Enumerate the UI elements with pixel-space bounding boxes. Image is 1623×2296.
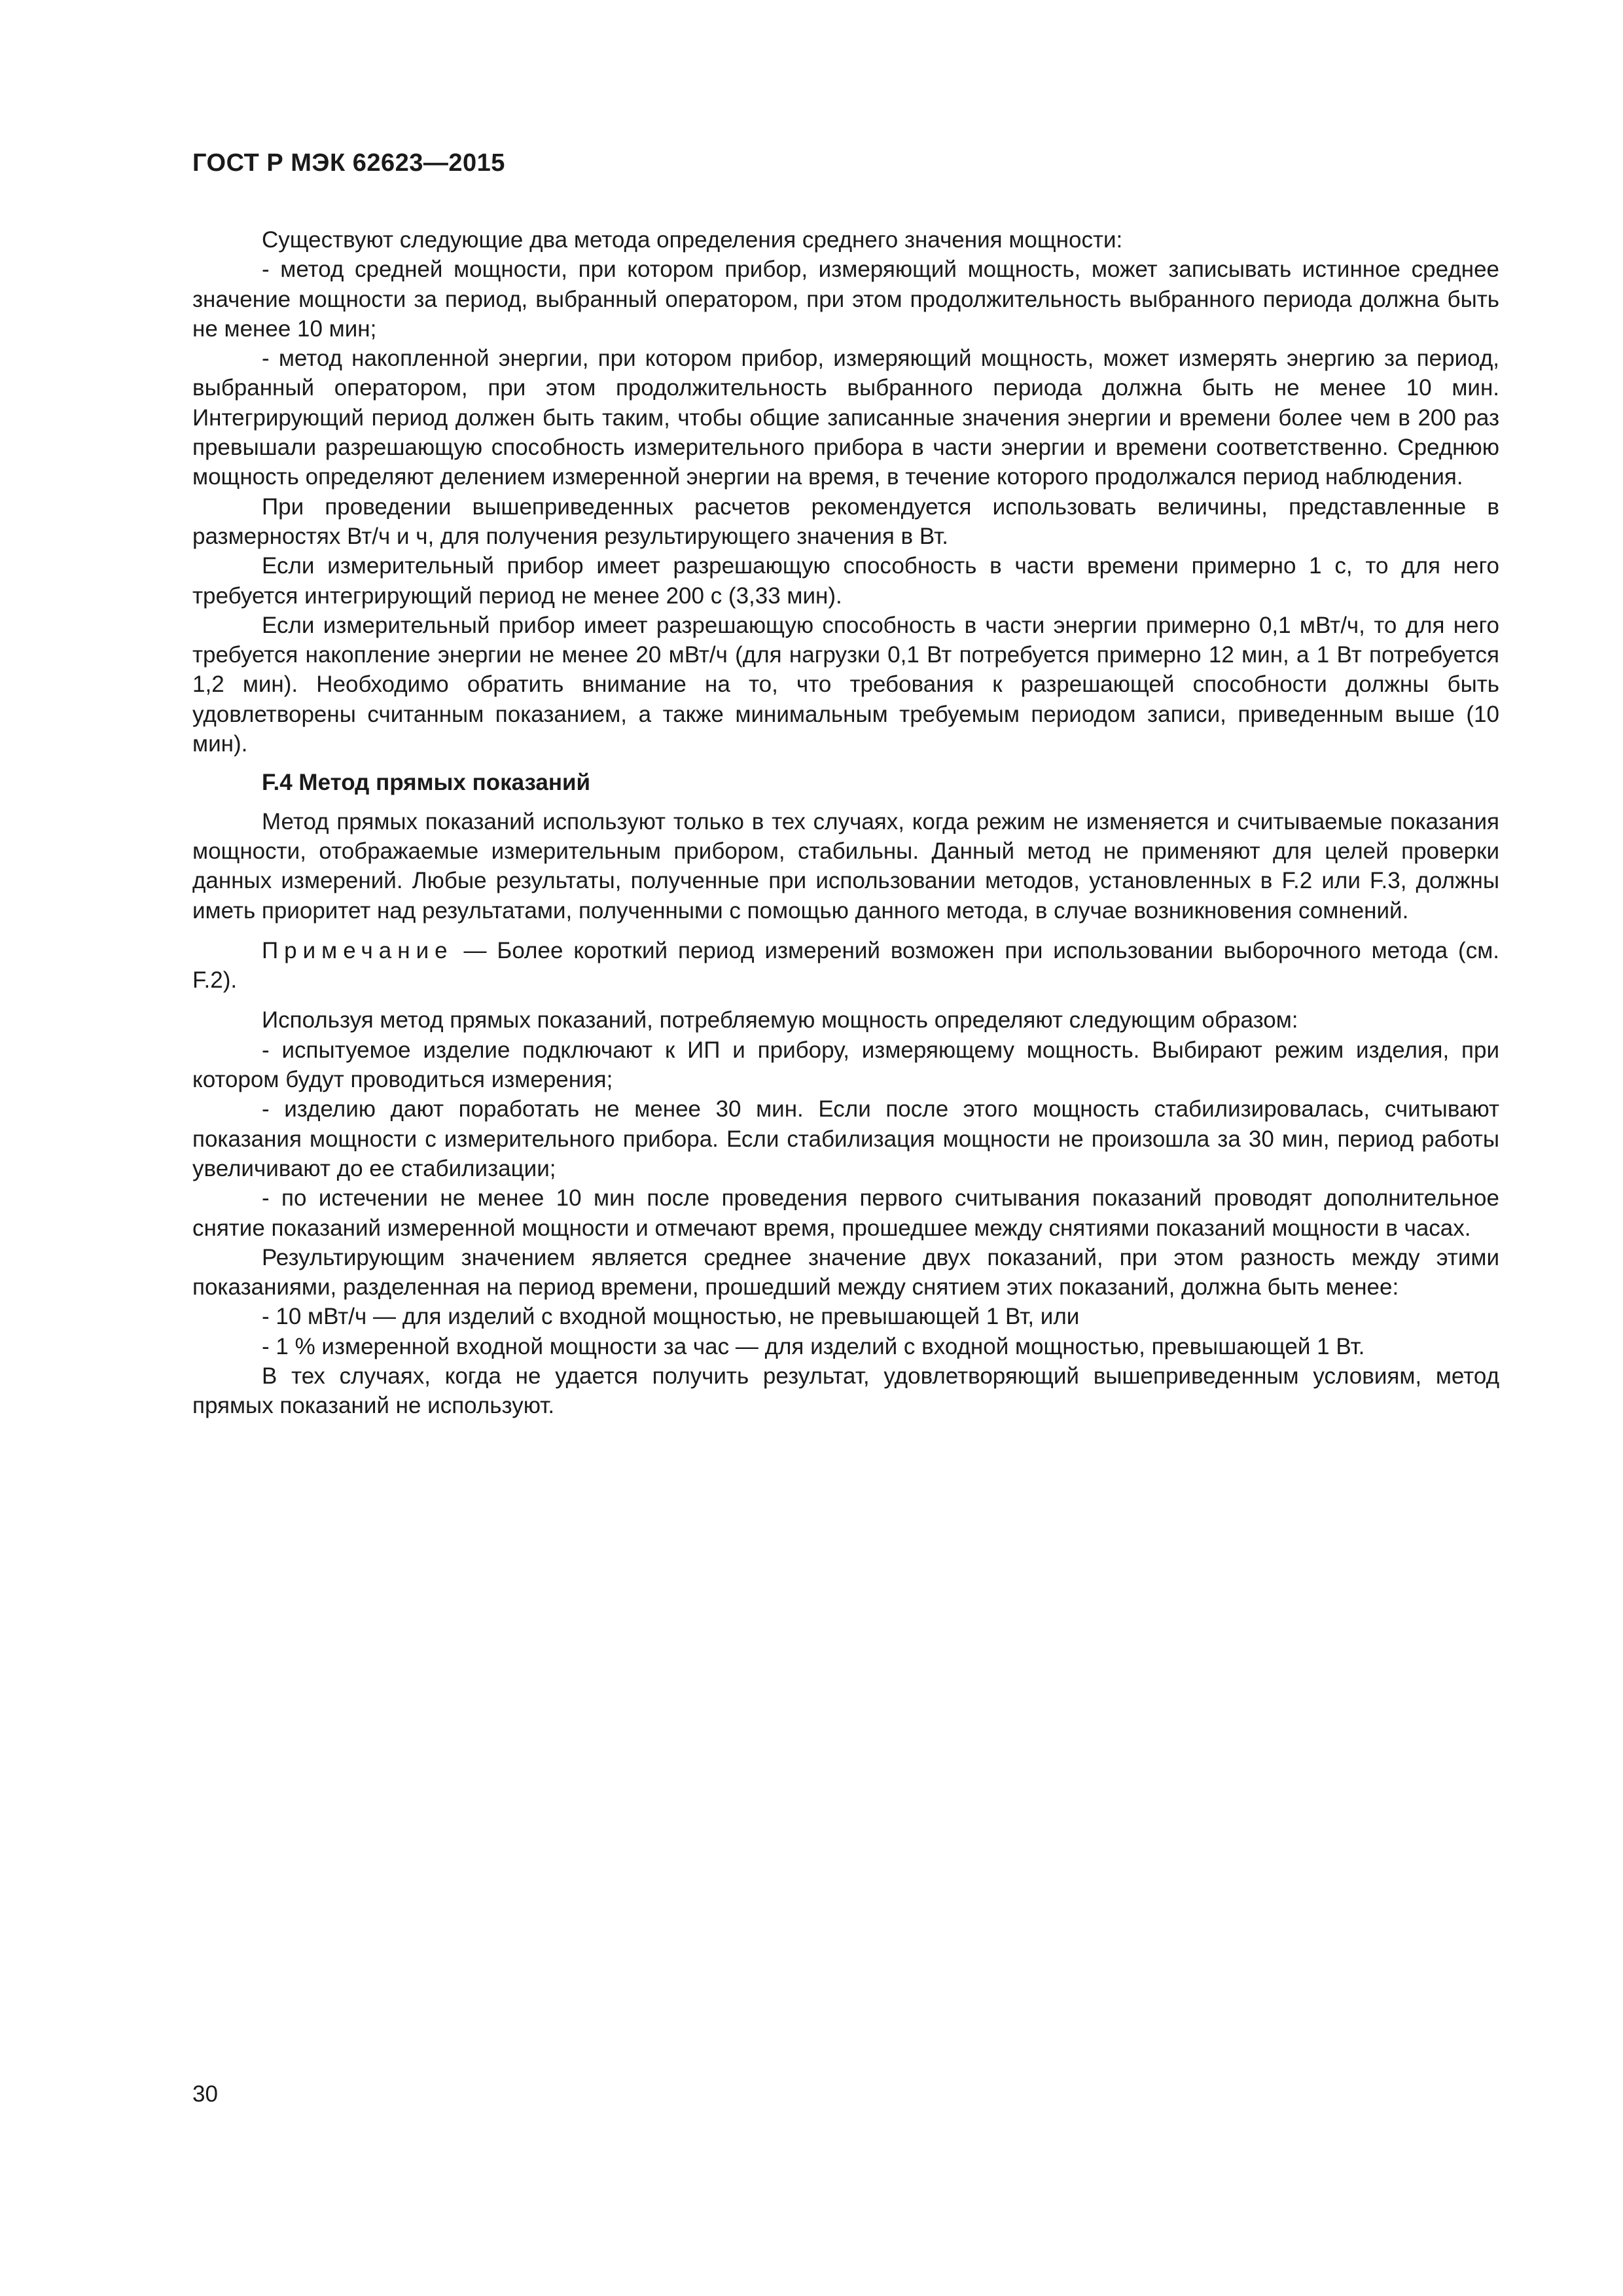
list-item: - метод средней мощности, при котором прибор, измеряющий мощность, может записывать истинное среднее значение мощности за период, выбранный оператором, при этом продолжительность выбранного периода должна быть не менее 10 мин; <box>192 257 1499 342</box>
list-item: - изделию дают поработать не менее 30 мин. Если после этого мощность стабилизировалась, считывают показания мощности с измерительного прибора. Если стабилизация мощности не произошла за 30 мин, период работы увеличивают до ее стабилизации; <box>192 1096 1499 1181</box>
section-heading: F.4 Метод прямых показаний <box>262 770 591 796</box>
paragraph: Результирующим значением является среднее значение двух показаний, при этом разность между этими показаниями, разделенная на период времени, прошедший между снятием этих показаний, должна быть менее: <box>192 1244 1499 1300</box>
list-item: - метод накопленной энергии, при котором прибор, измеряющий мощность, может измерять энергию за период, выбранный оператором, при этом продолжительность выбранного периода должна быть не менее 10 мин. Интегрирующий период должен быть таким, чтобы общие записанные значения энергии и времени более чем в 200 раз превышали разрешающую способность измерительного прибора в части энергии и времени соответственно. Среднюю мощность определяют делением измеренной энергии на время, в течение которого продолжался период наблюдения. <box>192 346 1499 490</box>
note-text: — Более короткий период измерений возможен при использовании выборочного метода (см. F.2). <box>192 937 1499 994</box>
paragraph: Если измерительный прибор имеет разрешающую способность в части времени примерно 1 с, то для него требуется интегрирующий период не менее 200 с (3,33 мин). <box>192 553 1499 609</box>
list-item: - 1 % измеренной входной мощности за час — для изделий с входной мощностью, превышающей 1 Вт. <box>262 1333 1365 1359</box>
list-item: - 10 мВт/ч — для изделий с входной мощностью, не превышающей 1 Вт, или <box>262 1304 1080 1330</box>
paragraph: В тех случаях, когда не удается получить результат, удовлетворяющий вышеприведенным условиям, метод прямых показаний не используют. <box>192 1363 1499 1419</box>
paragraph: При проведении вышеприведенных расчетов рекомендуется использовать величины, представленные в размерностях Вт/ч и ч, для получения результирующего значения в Вт. <box>192 493 1499 549</box>
note <box>192 936 1499 996</box>
paragraph: Метод прямых показаний используют только в тех случаях, когда режим не изменяется и считываемые показания мощности, отображаемые измерительным прибором, стабильны. Данный метод не применяют для целей проверки данных измерений. Любые результаты, полученные при использовании методов, установленных в F.2 или F.3, должны иметь приоритет над результатами, полученными с помощью данного метода, в случае возникновения сомнений. <box>192 808 1499 924</box>
list-item: - по истечении не менее 10 мин после проведения первого считывания показаний проводят дополнительное снятие показаний измеренной мощности и отмечают время, прошедшее между снятиями показаний мощности в часах. <box>192 1185 1499 1241</box>
paragraph: Если измерительный прибор имеет разрешающую способность в части энергии примерно 0,1 мВт/ч, то для него требуется накопление энергии не менее 20 мВт/ч (для нагрузки 0,1 Вт потребуется примерно 12 мин, а 1 Вт потребуется 1,2 мин). Необходимо обратить внимание на то, что требования к разрешающей способности должны быть удовлетворены считанным показанием, а также минимальным требуемым периодом записи, приведенным выше (10 мин). <box>192 612 1499 757</box>
list-item: - испытуемое изделие подключают к ИП и прибору, измеряющему мощность. Выбирают режим изделия, при котором будут проводиться измерения; <box>192 1037 1499 1093</box>
document-body <box>192 225 1499 1421</box>
page-number: 30 <box>192 2081 218 2107</box>
note-label: Примечание <box>262 937 454 963</box>
paragraph: Используя метод прямых показаний, потребляемую мощность определяют следующим образом: <box>262 1007 1298 1033</box>
paragraph: Существуют следующие два метода определения среднего значения мощности: <box>262 227 1123 253</box>
document-header: ГОСТ Р МЭК 62623—2015 <box>192 149 505 177</box>
